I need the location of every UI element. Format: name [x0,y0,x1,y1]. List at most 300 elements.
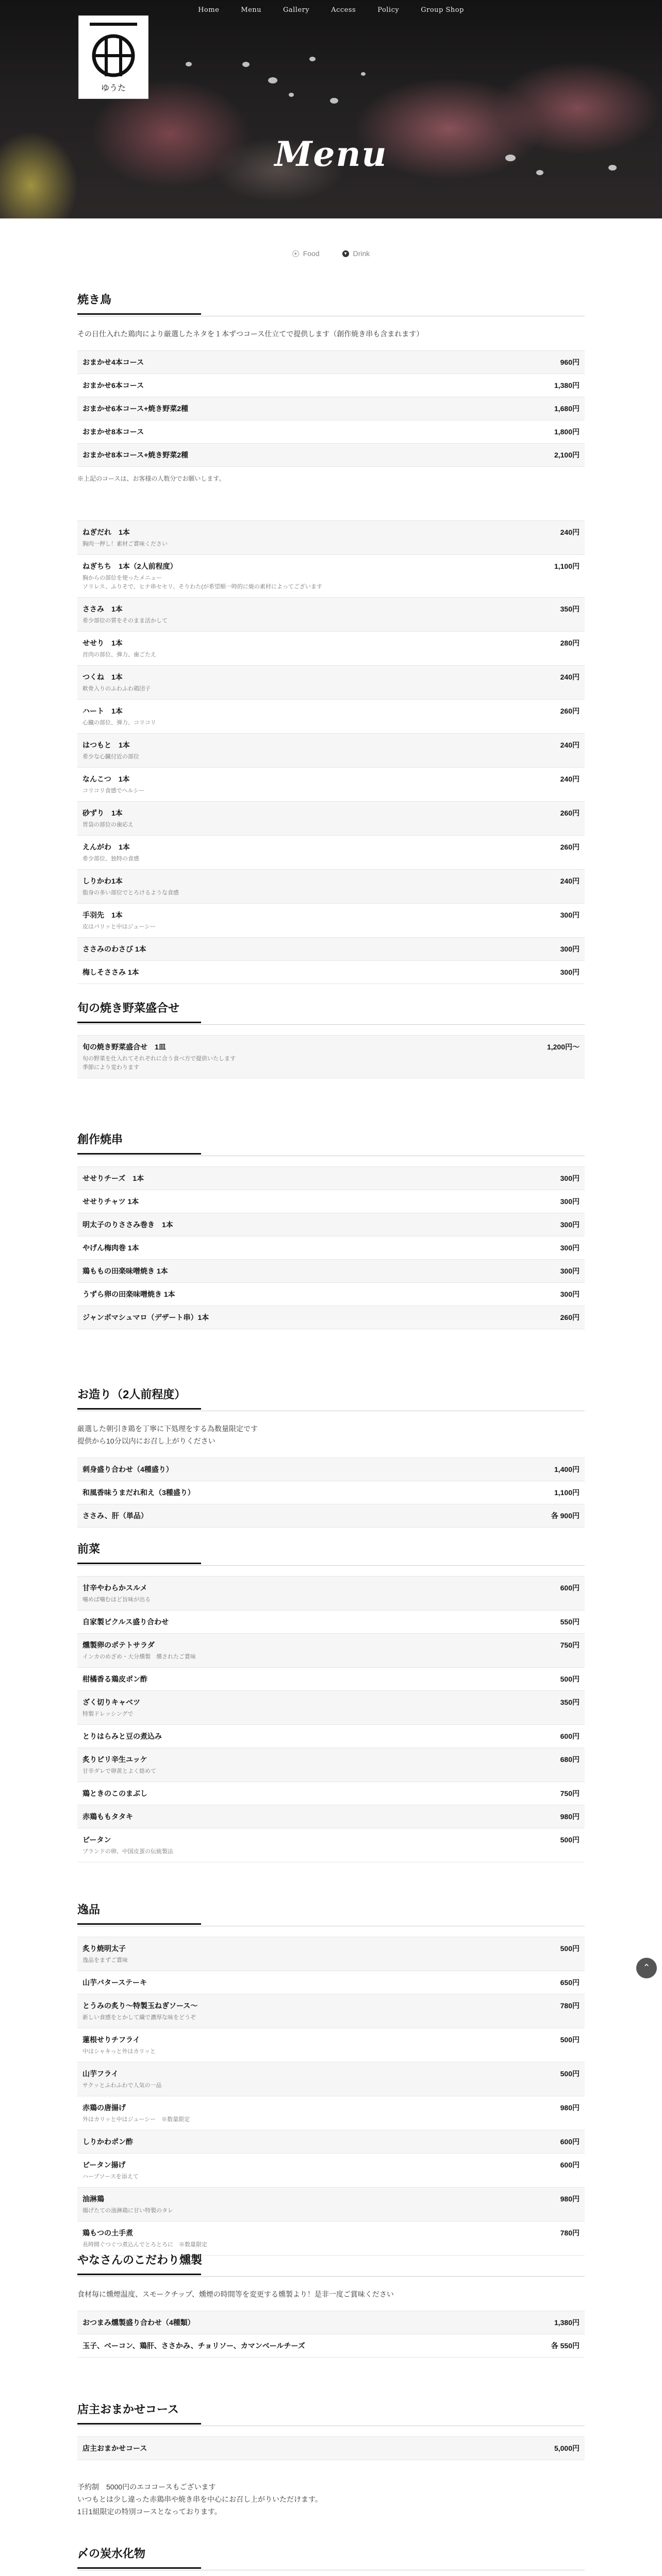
menu-item-info [82,1312,209,1323]
menu-item-info [82,774,145,795]
menu-item-description: 新しい食感をとかして繊で濃厚な味をどうぞ [82,2014,196,2021]
menu-item [77,869,585,903]
menu-item-name: 自家製ピクルス盛り合わせ [82,1618,169,1626]
menu-section [77,999,585,1078]
menu-item [77,1035,585,1078]
menu-item [77,1504,585,1528]
menu-item-description: 逸品をまずご賞味 [82,1957,128,1963]
menu-item-price: 780円 [560,2229,580,2237]
menu-item-name: 甘辛やわらかスルメ [82,1584,147,1592]
menu-item-price: 500円 [560,1675,580,1683]
menu-item-info [82,1674,147,1684]
menu-item-description: 首肉の部位、弾力、歯ごたえ [82,652,156,658]
menu-item [77,520,585,554]
menu-section [77,291,585,490]
top-nav [0,6,662,14]
menu-item [77,1724,585,1748]
menu-list [77,520,585,984]
menu-item [77,1306,585,1329]
menu-item-price: 各 900円 [551,1512,580,1520]
menu-item-info [82,604,168,625]
menu-item-price: 350円 [560,605,580,613]
menu-item-name: 鶏ももの田楽味噌焼き 1本 [82,1267,168,1275]
menu-item-info [82,706,156,727]
menu-item-info [82,2137,133,2147]
section-divider [77,2567,585,2570]
menu-item-info [82,1731,162,1741]
section-divider [77,1923,585,1926]
menu-item [77,1282,585,1306]
menu-item-price: 260円 [560,843,580,851]
menu-item-description: 特製ドレッシングで [82,1711,134,1717]
menu-item-name: なんこつ 1本 [82,775,130,783]
menu-item-price: 980円 [560,1812,580,1821]
menu-item-description: ソリレス、ふりそで、ヒナ串セセリ、そりわた(が希望順一時的に焼の素材によってございます [82,584,322,590]
menu-item-price: 500円 [560,2036,580,2044]
menu-list [77,1937,585,2256]
menu-item [77,2187,585,2221]
course-detail-line: 1日1組限定の特別コースとなっております。 [77,2507,222,2516]
menu-item-info [82,967,139,977]
menu-item [77,443,585,467]
menu-item-description: サクッとふわふわで人気の一品 [82,2082,162,2089]
menu-item-name: しりかわ1本 [82,877,123,885]
menu-item [77,1576,585,1610]
menu-item-description: 中はシャキっと外はカリッと [82,2048,156,2055]
menu-item [77,2153,585,2187]
menu-item [77,903,585,937]
menu-item-info [82,1487,195,1498]
section-title: 〆の炭水化物 [77,2547,146,2560]
menu-item-info [82,427,144,437]
menu-item-price: 300円 [560,1244,580,1252]
menu-item [77,554,585,597]
menu-item-description: コリコリ食感でヘルシー [82,788,145,794]
menu-item [77,665,585,699]
menu-item-info [82,561,322,591]
nav-access[interactable]: Access [331,6,356,14]
description-line: 提供から10分以内にお召し上がりください [77,1437,216,1445]
menu-item-info [82,1835,173,1856]
description-line: その日仕入れた鶏肉により厳選したネタを１本ずつコース仕立てで提供します（創作焼き串も含まれます） [77,330,424,338]
menu-item-name: ピータン揚げ [82,2161,126,2169]
section-title: 店主おまかせコース [77,2403,179,2416]
menu-item-description: 軟骨入りのふわふわ鶏団子 [82,686,151,692]
menu-item-info [82,2194,173,2215]
menu-item [77,1610,585,1633]
menu-item-price: 500円 [560,2070,580,2078]
menu-item [77,937,585,960]
menu-item-info [82,1754,156,1775]
menu-item-price: 300円 [560,1197,580,1206]
menu-item [77,374,585,397]
menu-item-info [82,2069,162,2090]
menu-item-name: 山芋フライ [82,2070,119,2078]
menu-item-info [82,740,139,761]
menu-item [77,1828,585,1862]
tab-drink[interactable] [342,249,370,258]
menu-item-price: 750円 [560,1641,580,1649]
menu-item-description: 皮はパリッと中はジューシー [82,924,156,930]
menu-item-description: 希少部位の質をそのまま活かして [82,618,168,624]
menu-item-name: 梅しそささみ 1本 [82,968,139,976]
menu-item-info [82,2317,195,2328]
menu-item-info [82,1243,139,1253]
menu-item-price: 350円 [560,1698,580,1706]
section-description [77,328,585,340]
menu-item-price: 各 550円 [551,2342,580,2350]
menu-item-name: 赤鶏の唐揚げ [82,2104,126,2112]
menu-item-name: 山芋バターステーキ [82,1978,147,1987]
menu-item-name: 旬の焼き野菜盛合せ 1皿 [82,1043,166,1051]
hero-banner [0,0,662,218]
menu-list [77,2436,585,2460]
menu-item-description: 季節により変わります [82,1064,139,1071]
menu-item-name: 鶏ときのこのまぶし [82,1789,147,1798]
menu-item-price: 650円 [560,1978,580,1987]
menu-item-name: ざく切りキャベツ [82,1698,140,1706]
menu-item-info [82,357,144,367]
menu-item-info [82,1788,147,1799]
menu-item-price: 2,100円 [554,451,580,459]
menu-item-price: 780円 [560,2002,580,2010]
menu-item-price: 1,200円〜 [547,1043,580,1051]
menu-item-name: おまかせ6本コース [82,381,144,389]
menu-item-price: 300円 [560,1267,580,1275]
menu-item [77,1481,585,1504]
menu-item-name: おまかせ8本コース [82,428,144,436]
menu-item-name: せせり 1本 [82,639,123,647]
section-title: お造り（2人前程度） [77,1388,186,1401]
menu-item-price: 960円 [560,358,580,366]
menu-item-price: 1,380円 [554,2318,580,2327]
menu-item-name: 炙りピリ辛生ユッケ [82,1755,147,1764]
menu-item-price: 260円 [560,707,580,715]
menu-item-name: 油淋鶏 [82,2195,104,2203]
menu-item-info [82,2443,147,2453]
menu-item-name: 赤鶏ももタタキ [82,1812,133,1821]
menu-item-info [82,1266,168,1276]
menu-item-price: 750円 [560,1789,580,1798]
menu-item-description: 心臓の部位、弾力、コリコリ [82,720,156,726]
menu-section [77,1540,585,1862]
menu-item [77,2062,585,2096]
menu-item-name: ハート 1本 [82,707,123,715]
menu-item-description: 揚げたての油淋鶏に甘い特製のタレ [82,2208,173,2214]
menu-item-name: ささみのわさび 1本 [82,945,146,953]
menu-item-price: 300円 [560,911,580,919]
menu-item-price: 240円 [560,775,580,783]
menu-item-price: 980円 [560,2195,580,2203]
menu-item-name: 炙り焼明太子 [82,1944,126,1953]
menu-section [77,2545,585,2576]
menu-item [77,1458,585,1481]
menu-item-info [82,1289,175,1299]
menu-item [77,1236,585,1259]
menu-item-info [82,944,146,954]
menu-item-price: 300円 [560,1174,580,1182]
menu-item-name: 明太子のりささみ巻き 1本 [82,1221,173,1229]
menu-item-price: 300円 [560,1290,580,1298]
menu-item-name: つくね 1本 [82,673,123,681]
menu-item-name: 燻製卵のポテトサラダ [82,1641,155,1649]
chevron-up-icon: ⌃ [642,1962,651,1973]
menu-item-name: 刺身盛り合わせ（4種盛り） [82,1465,173,1473]
menu-item-description: 胃袋の部位の歯応え [82,822,134,828]
menu-item [77,397,585,420]
menu-item-info [82,1511,148,1521]
menu-item-name: 和風香味うまだれ和え（3種盛り） [82,1488,195,1497]
menu-item-info [82,1042,236,1072]
menu-item-price: 1,100円 [554,562,580,570]
page-title: Menu [274,134,388,174]
menu-section [77,1386,585,1528]
menu-item-price: 500円 [560,1944,580,1953]
course-detail-line: 予約制 5000円のエココースもございます [77,2483,216,2491]
menu-item [77,1994,585,2028]
site-logo[interactable] [78,15,148,99]
menu-list [77,350,585,467]
menu-item-price: 5,000円 [554,2444,580,2452]
menu-item-price: 680円 [560,1755,580,1764]
menu-item-info [82,842,139,863]
menu-item-info [82,1464,173,1475]
menu-item-info [82,2103,190,2124]
menu-item-name: ささみ 1本 [82,605,123,613]
menu-item-description: 旬の野菜を仕入れてそれぞれに合う食べ方で提供いたします [82,1056,236,1062]
menu-item [77,2028,585,2062]
menu-item-description: 甘辛ダレで卵黄とよく絡めて [82,1768,156,1774]
menu-item-info [82,910,156,931]
menu-item-name: おつまみ燻製盛り合わせ（4種類） [82,2318,195,2327]
menu-item-info [82,2001,197,2022]
menu-item [77,2436,585,2460]
menu-item-price: 1,680円 [554,404,580,413]
menu-item-price: 240円 [560,673,580,681]
menu-item-price: 260円 [560,809,580,817]
menu-item-price: 240円 [560,741,580,749]
menu-item-info [82,2035,156,2056]
menu-item [77,699,585,733]
menu-item-description: 胸からの部位を使ったメニュー [82,575,162,581]
menu-item-description: 希少部位、独特の食感 [82,856,139,862]
menu-item [77,350,585,374]
menu-item-price: 1,100円 [554,1488,580,1497]
menu-item-name: うずら卵の田楽味噌焼き 1本 [82,1290,175,1298]
glass-icon: ▾ [342,250,349,257]
menu-item [77,2130,585,2153]
menu-section [77,520,585,984]
menu-item-price: 300円 [560,945,580,953]
menu-item-name: 玉子、ベーコン、鶏肝、ささかみ、チョリソー、カマンベールチーズ [82,2342,305,2350]
menu-item-info [82,1173,144,1183]
menu-item-name: しりかわポン酢 [82,2138,133,2146]
menu-item [77,801,585,835]
menu-item-description: ハーブソースを添えて [82,2174,139,2180]
menu-list [77,2311,585,2358]
menu-item-info [82,403,188,414]
menu-section [77,2401,585,2518]
menu-item-name: とりはらみと豆の煮込み [82,1732,162,1740]
menu-item [77,2334,585,2358]
nav-policy[interactable]: Policy [377,6,400,14]
menu-item-price: 1,400円 [554,1465,580,1473]
menu-item-price: 980円 [560,2104,580,2112]
section-title: 逸品 [77,1903,101,1916]
menu-item-price: 260円 [560,1313,580,1321]
menu-item-name: 蓮根せりチフライ [82,2036,140,2044]
tab-drink-label: Drink [353,249,370,258]
menu-item-name: 店主おまかせコース [82,2444,147,2452]
section-description [77,1422,585,1447]
menu-item-price: 600円 [560,1584,580,1592]
menu-item-info [82,450,188,460]
menu-item-name: ささみ、肝（単品） [82,1512,148,1520]
menu-item [77,2311,585,2334]
menu-item-info [82,638,156,659]
menu-item-info [82,876,179,897]
nav-home[interactable]: Home [198,6,220,14]
menu-item-description: 外はカリッと中はジューシー ※数量限定 [82,2116,190,2123]
menu-item-name: 手羽先 1本 [82,911,123,919]
menu-item-info [82,2341,305,2351]
section-title: 前菜 [77,1543,101,1555]
menu-item-info [82,1617,169,1627]
menu-item-info [82,1196,139,1207]
menu-item [77,1748,585,1782]
section-divider [77,1153,585,1156]
nav-menu[interactable]: Menu [241,6,262,14]
menu-list [77,1458,585,1528]
menu-item [77,631,585,665]
menu-item [77,1971,585,1994]
menu-item-info [82,527,168,548]
menu-item-name: ピータン [82,1836,111,1844]
menu-item-info [82,1697,140,1718]
tab-food[interactable] [292,249,320,258]
menu-item-description: 胸肉一押し！素材ご賞味ください [82,541,168,547]
menu-item-name: やげん梅肉巻 1本 [82,1244,139,1252]
menu-item [77,835,585,869]
menu-item-price: 500円 [560,1836,580,1844]
menu-item [77,597,585,631]
menu-list [77,1576,585,1862]
nav-gallery[interactable]: Gallery [283,6,310,14]
menu-item [77,733,585,767]
menu-item-description: 脂身の多い部位でとろけるような食感 [82,890,179,896]
menu-item-description: インカのめざめ・大分燻製 燻されたご賞味 [82,1654,196,1660]
course-detail-line: いつもとは少し違った赤鶏串や焼き串を中心にお召し上がりいただけます。 [77,2495,322,2503]
menu-item-info [82,2228,207,2249]
menu-item [77,1805,585,1828]
section-title: やなさんのこだわり燻製 [77,2253,203,2266]
description-line: 食材毎に燻煙温度、スモークチップ、燻煙の時間等を変更する燻製より！是非一度ご賞味ください [77,2290,394,2298]
menu-item-price: 600円 [560,1732,580,1740]
back-to-top-button[interactable] [636,1958,657,1978]
menu-item-info [82,380,144,391]
menu-item [77,1667,585,1690]
menu-item-price: 1,800円 [554,428,580,436]
menu-item-name: はつもと 1本 [82,741,130,749]
menu-item-description: ブランドの卵、中国皮蛋の伝統製法 [82,1849,173,1855]
menu-item-description: 噛めば噛むほど旨味が出る [82,1597,151,1603]
menu-item [77,1190,585,1213]
section-title: 焼き鳥 [77,293,112,306]
menu-item [77,420,585,443]
menu-item-info [82,672,151,693]
section-note: ※上記のコースは、お客様の人数分でお願いします。 [77,475,225,482]
menu-item-name: おまかせ6本コース+焼き野菜2種 [82,404,189,413]
section-divider [77,2423,585,2426]
menu-item [77,1690,585,1724]
menu-section [77,1131,585,1329]
description-line: 厳選した朝引き鶏を丁寧に下処理をする為数量限定です [77,1425,258,1433]
menu-item-name: ねぎだれ 1本 [82,528,130,536]
menu-item-description: 希少な心臓付近の部位 [82,754,139,760]
section-divider [77,1408,585,1411]
menu-item [77,1782,585,1805]
menu-item-name: えんがわ 1本 [82,843,130,851]
menu-item-info [82,1977,147,1988]
menu-item-info [82,1219,173,1230]
menu-item [77,2096,585,2130]
menu-item [77,1166,585,1190]
menu-item-info [82,1943,128,1964]
menu-item-info [82,2160,139,2181]
menu-item-name: 鶏もつの土手煮 [82,2229,133,2237]
menu-item [77,1633,585,1667]
menu-item [77,1259,585,1282]
menu-list [77,1035,585,1078]
section-description [77,2288,585,2300]
section-divider [77,2274,585,2277]
nav-group-shop[interactable]: Group Shop [421,6,464,14]
section-divider [77,1563,585,1566]
menu-section [77,1901,585,2256]
menu-item-name: おまかせ8本コース+焼き野菜2種 [82,451,189,459]
menu-item [77,767,585,801]
section-title: 創作焼串 [77,1133,123,1146]
menu-item-name: おまかせ4本コース [82,358,144,366]
menu-item-info [82,808,134,829]
menu-section [77,2251,585,2358]
menu-item-price: 550円 [560,1618,580,1626]
menu-item-name: せせりチャツ 1本 [82,1197,139,1206]
menu-list [77,1166,585,1329]
menu-item-price: 240円 [560,877,580,885]
tab-food-label: Food [303,249,320,258]
menu-item-name: 柑橘香る鶏皮ポン酢 [82,1675,147,1683]
fork-icon: ✦ [292,250,299,257]
menu-item-name: 砂ずり 1本 [82,809,123,817]
menu-item-price: 240円 [560,528,580,536]
logo-mark-icon [82,19,144,96]
menu-item-price: 280円 [560,639,580,647]
menu-item [77,1937,585,1971]
menu-item-name: ねぎちち 1本（2人前程度） [82,562,177,570]
menu-item-price: 1,380円 [554,381,580,389]
menu-item-name: とうみの炙り〜特製玉ねぎソース〜 [82,2002,198,2010]
menu-item-price: 300円 [560,968,580,976]
menu-item-price: 600円 [560,2138,580,2146]
menu-item-info [82,1811,133,1822]
menu-item-price: 300円 [560,1221,580,1229]
menu-item-price: 600円 [560,2161,580,2169]
course-details [77,2481,585,2518]
section-title: 旬の焼き野菜盛合せ [77,1002,180,1014]
section-divider [77,313,585,316]
menu-item-name: せせりチーズ 1本 [82,1174,144,1182]
